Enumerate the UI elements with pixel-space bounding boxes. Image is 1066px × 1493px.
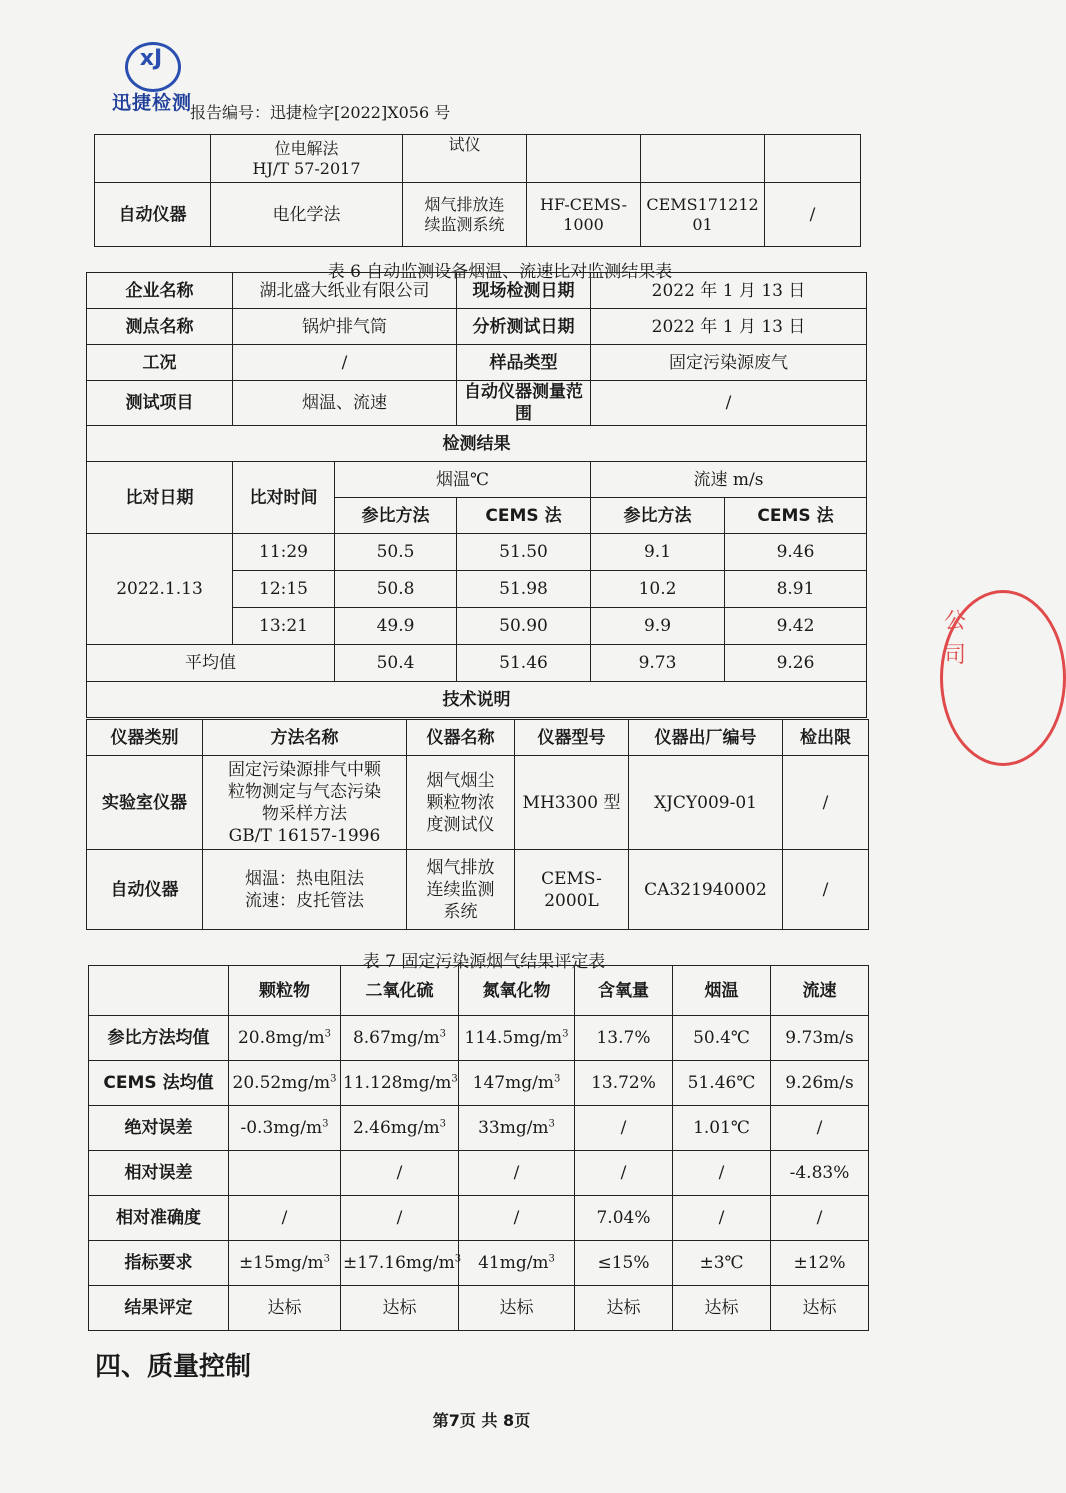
t7-cell: $20.52mg/m^3$ — [229, 1061, 341, 1106]
t7-cell: / — [229, 1196, 341, 1241]
flow-ref-header: 参比方法 — [591, 498, 725, 534]
page-number: 第7页 共 8页 — [432, 1411, 531, 1430]
top-continuation-table — [94, 134, 861, 247]
t7-cell: $20.8mg/m^3$ — [229, 1016, 341, 1061]
t7-cell: / — [575, 1106, 673, 1151]
temp-cems-header: CEMS 法 — [457, 498, 591, 534]
stamp-text: 公司 — [944, 609, 967, 668]
top-cell-empty — [95, 135, 211, 183]
col-flow-header: 流速 m/s — [591, 462, 867, 498]
t7-cell: 9.73m/s — [771, 1016, 869, 1061]
table-row-time: 12:15 — [233, 571, 335, 608]
t7-cell: 达标 — [575, 1286, 673, 1331]
lab-limit: / — [783, 756, 869, 850]
tech-table — [86, 719, 869, 930]
t7-header-empty — [89, 966, 229, 1016]
table-row-time: 11:29 — [233, 534, 335, 571]
tech-header-serial: 仪器出厂编号 — [629, 720, 783, 756]
field-date-value: 2022 年 1 月 13 日 — [591, 273, 867, 309]
lab-name: 烟气烟尘 颗粒物浓 度测试仪 — [407, 756, 515, 850]
t7-cell: $114.5mg/m^3$ — [459, 1016, 575, 1061]
t7-cell: ≤15% — [575, 1241, 673, 1286]
table-row-temp-cems: 51.98 — [457, 571, 591, 608]
condition-value: / — [233, 345, 457, 381]
table7 — [88, 965, 869, 1331]
table-row-flow-cems: 9.46 — [725, 534, 867, 571]
test-item-value: 烟温、流速 — [233, 381, 457, 426]
range-label: 自动仪器测量范围 — [457, 381, 591, 426]
auto-limit: / — [783, 850, 869, 930]
t7-cell: / — [459, 1151, 575, 1196]
table-row-flow-ref: 10.2 — [591, 571, 725, 608]
top-method-cont: 位电解法 HJ/T 57-2017 — [211, 135, 403, 183]
test-item-label: 测试项目 — [87, 381, 233, 426]
condition-label: 工况 — [87, 345, 233, 381]
t7-header-flow: 流速 — [771, 966, 869, 1016]
t7-row-label: 相对准确度 — [89, 1196, 229, 1241]
avg-flow-ref: 9.73 — [591, 645, 725, 682]
point-label: 测点名称 — [87, 309, 233, 345]
table-row-flow-ref: 9.1 — [591, 534, 725, 571]
unit-superscript: 3 — [322, 1118, 329, 1130]
auto-model: CEMS- 2000L — [515, 850, 629, 930]
t7-header-o2: 含氧量 — [575, 966, 673, 1016]
t7-cell: $33mg/m^3$ — [459, 1106, 575, 1151]
report-number: 报告编号：迅捷检字[2022]X056 号 — [190, 103, 451, 122]
field-date-label: 现场检测日期 — [457, 273, 591, 309]
t7-row-label: CEMS 法均值 — [89, 1061, 229, 1106]
avg-flow-cems: 9.26 — [725, 645, 867, 682]
unit-superscript: 3 — [553, 1073, 561, 1085]
col-date-header: 比对日期 — [87, 462, 233, 534]
t7-header-so2: 二氧化硫 — [341, 966, 459, 1016]
t7-cell: / — [673, 1196, 771, 1241]
t7-cell: 达标 — [341, 1286, 459, 1331]
tech-title: 技术说明 — [87, 682, 867, 718]
unit-superscript: 3 — [439, 1028, 447, 1040]
t7-cell: / — [771, 1196, 869, 1241]
table-row-time: 13:21 — [233, 608, 335, 645]
table-row-flow-cems: 9.42 — [725, 608, 867, 645]
top-serial: CEMS171212 01 — [641, 183, 765, 247]
t7-cell: / — [341, 1151, 459, 1196]
table7-caption: 表 7 固定污染源烟气结果评定表 — [362, 952, 606, 972]
avg-label: 平均值 — [87, 645, 335, 682]
unit-superscript: 3 — [324, 1028, 332, 1040]
t7-cell: 达标 — [673, 1286, 771, 1331]
top-cell-empty-3 — [641, 135, 765, 183]
top-cell-empty-4 — [765, 135, 861, 183]
enterprise-label: 企业名称 — [87, 273, 233, 309]
t7-row-label: 指标要求 — [89, 1241, 229, 1286]
lab-serial: XJCY009-01 — [629, 756, 783, 850]
auto-category: 自动仪器 — [87, 850, 203, 930]
t7-cell: 51.46℃ — [673, 1061, 771, 1106]
t7-cell: $11.128mg/m^3$ — [341, 1061, 459, 1106]
point-value: 锅炉排气筒 — [233, 309, 457, 345]
t7-cell: 9.26m/s — [771, 1061, 869, 1106]
section-title-quality-control: 四、质量控制 — [95, 1352, 252, 1382]
t7-cell: $147mg/m^3$ — [459, 1061, 575, 1106]
temp-ref-header: 参比方法 — [335, 498, 457, 534]
analysis-date-value: 2022 年 1 月 13 日 — [591, 309, 867, 345]
t7-cell: / — [673, 1151, 771, 1196]
t7-cell: / — [771, 1106, 869, 1151]
t7-cell: 13.72% — [575, 1061, 673, 1106]
tech-header-model: 仪器型号 — [515, 720, 629, 756]
table-row-temp-cems: 50.90 — [457, 608, 591, 645]
t7-cell: 13.7% — [575, 1016, 673, 1061]
avg-temp-ref: 50.4 — [335, 645, 457, 682]
unit-superscript: 3 — [454, 1253, 462, 1265]
t7-cell: -4.83% — [771, 1151, 869, 1196]
t7-cell: ±12% — [771, 1241, 869, 1286]
avg-temp-cems: 51.46 — [457, 645, 591, 682]
table-row-temp-ref: 49.9 — [335, 608, 457, 645]
unit-superscript: 3 — [548, 1118, 555, 1130]
t7-cell — [229, 1151, 341, 1196]
tech-header-method: 方法名称 — [203, 720, 407, 756]
table-row-temp-ref: 50.5 — [335, 534, 457, 571]
t7-header-temp: 烟温 — [673, 966, 771, 1016]
top-category: 自动仪器 — [95, 183, 211, 247]
t7-cell: / — [459, 1196, 575, 1241]
sample-type-label: 样品类型 — [457, 345, 591, 381]
unit-superscript: 3 — [451, 1073, 458, 1085]
t7-cell: 50.4℃ — [673, 1016, 771, 1061]
auto-method: 烟温：热电阻法 流速：皮托管法 — [203, 850, 407, 930]
t7-cell: 7.04% — [575, 1196, 673, 1241]
t7-cell: $41mg/m^3$ — [459, 1241, 575, 1286]
results-title: 检测结果 — [87, 426, 867, 462]
unit-superscript: 3 — [562, 1028, 569, 1040]
unit-superscript: 3 — [548, 1253, 555, 1265]
lab-category: 实验室仪器 — [87, 756, 203, 850]
auto-serial: CA321940002 — [629, 850, 783, 930]
t7-cell: 达标 — [771, 1286, 869, 1331]
table-row-temp-cems: 51.50 — [457, 534, 591, 571]
flow-cems-header: CEMS 法 — [725, 498, 867, 534]
t7-row-label: 绝对误差 — [89, 1106, 229, 1151]
lab-model: MH3300 型 — [515, 756, 629, 850]
lab-method: 固定污染源排气中颗 粒物测定与气态污染 物采样方法 GB/T 16157-1996 — [203, 756, 407, 850]
t7-cell: / — [341, 1196, 459, 1241]
t7-cell: $\pm 17.16mg/m^3$ — [341, 1241, 459, 1286]
unit-superscript: 3 — [330, 1073, 337, 1085]
top-instrument: 烟气排放连 续监测系统 — [403, 183, 527, 247]
range-value: / — [591, 381, 867, 426]
t7-row-label: 相对误差 — [89, 1151, 229, 1196]
t7-row-label: 参比方法均值 — [89, 1016, 229, 1061]
table-row-temp-ref: 50.8 — [335, 571, 457, 608]
col-temp-header: 烟温℃ — [335, 462, 591, 498]
unit-superscript: 3 — [323, 1253, 331, 1265]
auto-name: 烟气排放 连续监测 系统 — [407, 850, 515, 930]
unit-superscript: 3 — [439, 1118, 447, 1130]
tech-header-category: 仪器类别 — [87, 720, 203, 756]
t7-header-pm: 颗粒物 — [229, 966, 341, 1016]
logo-text: 迅捷检测 — [112, 92, 193, 114]
top-instrument-cont: 试仪 — [403, 135, 527, 183]
t7-cell: $2.46mg/m^3$ — [341, 1106, 459, 1151]
top-cell-empty-2 — [527, 135, 641, 183]
top-limit: / — [765, 183, 861, 247]
t7-header-nox: 氮氧化物 — [459, 966, 575, 1016]
t7-cell: ±3℃ — [673, 1241, 771, 1286]
t7-row-label: 结果评定 — [89, 1286, 229, 1331]
analysis-date-label: 分析测试日期 — [457, 309, 591, 345]
logo-mark: xJ — [139, 46, 163, 71]
sample-type-value: 固定污染源废气 — [591, 345, 867, 381]
top-method: 电化学法 — [211, 183, 403, 247]
t7-cell: / — [575, 1151, 673, 1196]
tech-header-name: 仪器名称 — [407, 720, 515, 756]
col-time-header: 比对时间 — [233, 462, 335, 534]
table-row-flow-ref: 9.9 — [591, 608, 725, 645]
table6 — [86, 272, 867, 718]
tech-header-limit: 检出限 — [783, 720, 869, 756]
enterprise-value: 湖北盛大纸业有限公司 — [233, 273, 457, 309]
t7-cell: 达标 — [229, 1286, 341, 1331]
t7-cell: $8.67mg/m^3$ — [341, 1016, 459, 1061]
t7-cell: 1.01℃ — [673, 1106, 771, 1151]
t7-cell: $-0.3mg/m^3$ — [229, 1106, 341, 1151]
top-model: HF-CEMS- 1000 — [527, 183, 641, 247]
t7-cell: $\pm 15mg/m^3$ — [229, 1241, 341, 1286]
table-row-flow-cems: 8.91 — [725, 571, 867, 608]
date-value: 2022.1.13 — [87, 534, 233, 645]
table6-caption: 表 6 自动监测设备烟温、流速比对监测结果表 — [327, 262, 673, 282]
t7-cell: 达标 — [459, 1286, 575, 1331]
